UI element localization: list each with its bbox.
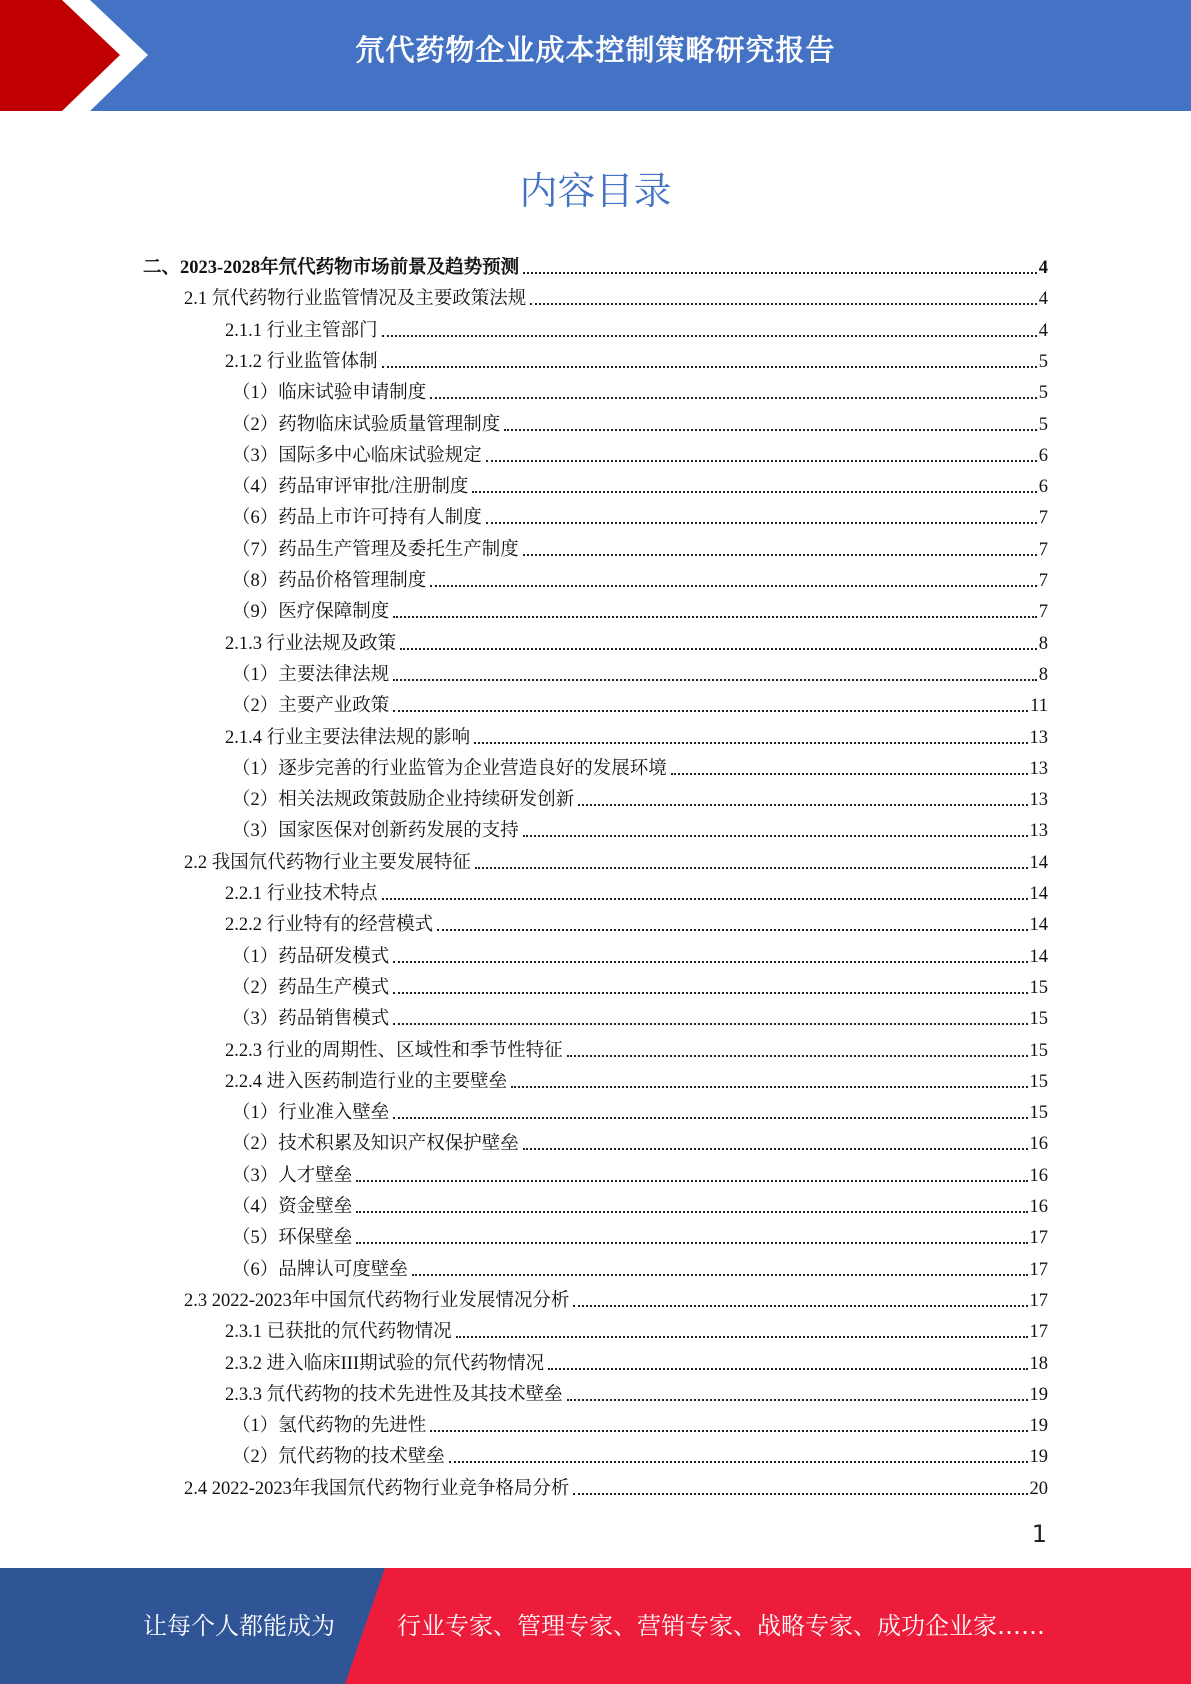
toc-dot-leader	[523, 272, 1037, 274]
toc-entry-page: 7	[1038, 571, 1048, 591]
toc-entry[interactable]	[232, 1158, 1048, 1188]
toc-dot-leader	[393, 1117, 1027, 1119]
toc-entry-title: （1）临床试验申请制度	[232, 383, 427, 403]
toc-dot-leader	[548, 1368, 1027, 1370]
toc-entry[interactable]	[225, 907, 1048, 937]
toc-entry-page: 13	[1029, 790, 1048, 810]
toc-dot-leader	[430, 1430, 1027, 1432]
toc-entry[interactable]	[232, 970, 1048, 1000]
toc-entry-page: 16	[1029, 1197, 1048, 1217]
toc-dot-leader	[530, 303, 1036, 305]
toc-entry[interactable]	[232, 751, 1048, 781]
toc-entry-page: 11	[1030, 696, 1048, 716]
toc-entry-page: 19	[1029, 1385, 1048, 1405]
toc-dot-leader	[486, 522, 1037, 524]
toc-dot-leader	[412, 1274, 1028, 1276]
toc-entry-page: 14	[1029, 884, 1048, 904]
toc-heading: 内容目录	[519, 169, 672, 213]
toc-entry[interactable]	[232, 1220, 1048, 1250]
report-header-bar	[0, 0, 1191, 111]
toc-dot-leader	[393, 992, 1027, 994]
toc-entry[interactable]	[225, 1033, 1048, 1063]
toc-entry[interactable]	[225, 626, 1048, 656]
toc-dot-leader	[523, 835, 1028, 837]
toc-entry-page: 15	[1029, 1103, 1048, 1123]
toc-entry-page: 6	[1038, 477, 1048, 497]
toc-entry-page: 17	[1029, 1291, 1048, 1311]
toc-entry[interactable]	[232, 1001, 1048, 1031]
toc-entry[interactable]	[232, 688, 1048, 718]
toc-dot-leader	[393, 1023, 1027, 1025]
toc-entry-title: 2.1.2 行业监管体制	[225, 352, 378, 372]
toc-entry-title: （2）药物临床试验质量管理制度	[232, 415, 501, 435]
toc-entry[interactable]	[225, 313, 1048, 343]
toc-entry-title: （6）药品上市许可持有人制度	[232, 508, 482, 528]
toc-entry-title: 2.2.2 行业特有的经营模式	[225, 915, 434, 935]
toc-entry-page: 13	[1029, 759, 1048, 779]
toc-entry-page: 4	[1038, 321, 1048, 341]
toc-dot-leader	[474, 742, 1027, 744]
toc-entry[interactable]	[184, 281, 1048, 311]
toc-entry-title: （1）逐步完善的行业监管为企业营造良好的发展环境	[232, 759, 667, 779]
toc-dot-leader	[523, 1148, 1028, 1150]
toc-entry-title: 2.1.4 行业主要法律法规的影响	[225, 728, 471, 748]
toc-entry[interactable]	[225, 344, 1048, 374]
toc-entry[interactable]	[143, 250, 1048, 280]
toc-dot-leader	[356, 1211, 1027, 1213]
toc-entry-title: 2.1.1 行业主管部门	[225, 321, 378, 341]
toc-dot-leader	[578, 804, 1027, 806]
toc-dot-leader	[511, 1086, 1027, 1088]
toc-entry[interactable]	[225, 1346, 1048, 1376]
toc-entry-page: 8	[1038, 665, 1048, 685]
toc-entry-title: 2.2 我国氘代药物行业主要发展特征	[184, 853, 471, 873]
toc-dot-leader	[523, 554, 1037, 556]
toc-entry-page: 16	[1029, 1134, 1048, 1154]
toc-entry-page: 15	[1029, 1041, 1048, 1061]
toc-entry-page: 15	[1029, 1009, 1048, 1029]
toc-entry[interactable]	[225, 1314, 1048, 1344]
toc-entry-page: 5	[1038, 415, 1048, 435]
toc-entry-page: 17	[1029, 1260, 1048, 1280]
toc-entry-page: 14	[1029, 947, 1048, 967]
toc-entry-page: 6	[1038, 446, 1048, 466]
toc-entry-page: 13	[1029, 821, 1048, 841]
toc-entry[interactable]	[232, 813, 1048, 843]
toc-entry-title: （7）药品生产管理及委托生产制度	[232, 540, 519, 560]
toc-dot-leader	[356, 1180, 1027, 1182]
toc-entry-page: 7	[1038, 602, 1048, 622]
toc-dot-leader	[475, 867, 1028, 869]
footer-slogan-right: 行业专家、管理专家、营销专家、战略专家、成功企业家……	[397, 1612, 1045, 1640]
toc-entry-title: （3）人才壁垒	[232, 1166, 353, 1186]
toc-entry[interactable]	[232, 1126, 1048, 1156]
toc-entry-title: （2）相关法规政策鼓励企业持续研发创新	[232, 790, 575, 810]
toc-entry-title: （3）国际多中心临床试验规定	[232, 446, 482, 466]
toc-entry-title: （4）药品审评审批/注册制度	[232, 477, 469, 497]
toc-entry[interactable]	[232, 532, 1048, 562]
toc-entry-page: 17	[1029, 1322, 1048, 1342]
toc-entry-title: （2）药品生产模式	[232, 978, 390, 998]
toc-dot-leader	[393, 616, 1036, 618]
toc-entry[interactable]	[232, 407, 1048, 437]
toc-entry[interactable]	[232, 1252, 1048, 1282]
toc-entry-title: 2.2.4 进入医药制造行业的主要壁垒	[225, 1072, 508, 1092]
toc-entry-title: （1）药品研发模式	[232, 947, 390, 967]
toc-entry[interactable]	[232, 1189, 1048, 1219]
toc-entry-page: 4	[1038, 289, 1048, 309]
toc-entry-title: 2.3.2 进入临床III期试验的氘代药物情况	[225, 1354, 545, 1374]
toc-dot-leader	[573, 1493, 1027, 1495]
report-title: 氘代药物企业成本控制策略研究报告	[355, 33, 836, 67]
toc-entry-title: （1）主要法律法规	[232, 665, 390, 685]
toc-entry-page: 14	[1029, 853, 1048, 873]
toc-entry-page: 4	[1038, 258, 1048, 278]
toc-dot-leader	[393, 961, 1027, 963]
toc-entry-title: （3）药品销售模式	[232, 1009, 390, 1029]
toc-dot-leader	[671, 773, 1028, 775]
toc-entry-page: 7	[1038, 540, 1048, 560]
toc-entry-title: （2）氘代药物的技术壁垒	[232, 1447, 445, 1467]
toc-dot-leader	[382, 366, 1037, 368]
toc-entry-title: 二、2023-2028年氘代药物市场前景及趋势预测	[143, 258, 520, 278]
toc-dot-leader	[382, 335, 1037, 337]
toc-dot-leader	[356, 1242, 1027, 1244]
toc-entry-page: 5	[1038, 383, 1048, 403]
toc-entry-title: 2.3.1 已获批的氘代药物情况	[225, 1322, 452, 1342]
toc-entry-title: （1）氢代药物的先进性	[232, 1416, 427, 1436]
toc-entry-title: 2.3 2022-2023年中国氘代药物行业发展情况分析	[184, 1291, 570, 1311]
toc-entry-page: 14	[1029, 915, 1048, 935]
toc-entry-title: （5）环保壁垒	[232, 1228, 353, 1248]
toc-dot-leader	[393, 679, 1036, 681]
toc-entry[interactable]	[232, 438, 1048, 468]
toc-entry-page: 18	[1029, 1354, 1048, 1374]
toc-entry-page: 19	[1029, 1416, 1048, 1436]
toc-entry[interactable]	[232, 782, 1048, 812]
toc-entry[interactable]	[232, 500, 1048, 530]
toc-entry[interactable]	[232, 939, 1048, 969]
footer-banner	[0, 1568, 1191, 1684]
toc-entry-page: 17	[1029, 1228, 1048, 1248]
toc-entry-page: 8	[1038, 634, 1048, 654]
toc-dot-leader	[437, 929, 1027, 931]
toc-dot-leader	[400, 648, 1037, 650]
toc-entry-page: 19	[1029, 1447, 1048, 1467]
toc-entry-title: （1）行业准入壁垒	[232, 1103, 390, 1123]
toc-entry[interactable]	[232, 1408, 1048, 1438]
toc-entry[interactable]	[225, 876, 1048, 906]
toc-entry[interactable]	[232, 563, 1048, 593]
toc-dot-leader	[472, 491, 1036, 493]
toc-entry-page: 15	[1029, 1072, 1048, 1092]
toc-entry-page: 20	[1029, 1479, 1048, 1499]
toc-entry[interactable]	[232, 594, 1048, 624]
toc-entry-title: （4）资金壁垒	[232, 1197, 353, 1217]
toc-entry-page: 5	[1038, 352, 1048, 372]
toc-entry[interactable]	[232, 1095, 1048, 1125]
toc-entry-title: 2.1 氘代药物行业监管情况及主要政策法规	[184, 289, 527, 309]
toc-dot-leader	[449, 1461, 1028, 1463]
toc-dot-leader	[393, 710, 1028, 712]
toc-entry-title: （8）药品价格管理制度	[232, 571, 427, 591]
toc-entry[interactable]	[232, 469, 1048, 499]
toc-dot-leader	[567, 1055, 1028, 1057]
toc-dot-leader	[573, 1305, 1027, 1307]
toc-dot-leader	[456, 1336, 1028, 1338]
toc-entry[interactable]	[184, 1283, 1048, 1313]
toc-dot-leader	[430, 585, 1036, 587]
toc-dot-leader	[486, 460, 1037, 462]
toc-entry[interactable]	[225, 1064, 1048, 1094]
toc-dot-leader	[504, 429, 1036, 431]
toc-entry-title: 2.2.1 行业技术特点	[225, 884, 378, 904]
toc-entry-title: 2.1.3 行业法规及政策	[225, 634, 397, 654]
toc-entry[interactable]	[232, 657, 1048, 687]
page-number: 1	[1031, 1520, 1047, 1548]
toc-entry[interactable]	[184, 1471, 1048, 1501]
toc-entry[interactable]	[184, 845, 1048, 875]
toc-entry[interactable]	[232, 1439, 1048, 1469]
toc-dot-leader	[382, 898, 1028, 900]
toc-entry-page: 15	[1029, 978, 1048, 998]
toc-entry-title: 2.4 2022-2023年我国氘代药物行业竞争格局分析	[184, 1479, 570, 1499]
toc-entry[interactable]	[225, 720, 1048, 750]
toc-entry[interactable]	[232, 375, 1048, 405]
toc-entry[interactable]	[225, 1377, 1048, 1407]
toc-entry-title: （3）国家医保对创新药发展的支持	[232, 821, 519, 841]
toc-entry-title: 2.2.3 行业的周期性、区域性和季节性特征	[225, 1041, 563, 1061]
toc-entry-page: 16	[1029, 1166, 1048, 1186]
toc-entry-title: （9）医疗保障制度	[232, 602, 390, 622]
toc-entry-title: （6）品牌认可度壁垒	[232, 1260, 408, 1280]
toc-dot-leader	[567, 1399, 1028, 1401]
toc-dot-leader	[430, 397, 1036, 399]
toc-entry-page: 13	[1029, 728, 1048, 748]
toc-entry-page: 7	[1038, 508, 1048, 528]
toc-entry-title: （2）主要产业政策	[232, 696, 390, 716]
toc-entry-title: （2）技术积累及知识产权保护壁垒	[232, 1134, 519, 1154]
toc-entry-title: 2.3.3 氘代药物的技术先进性及其技术壁垒	[225, 1385, 563, 1405]
footer-slogan-left: 让每个人都能成为	[143, 1612, 335, 1640]
